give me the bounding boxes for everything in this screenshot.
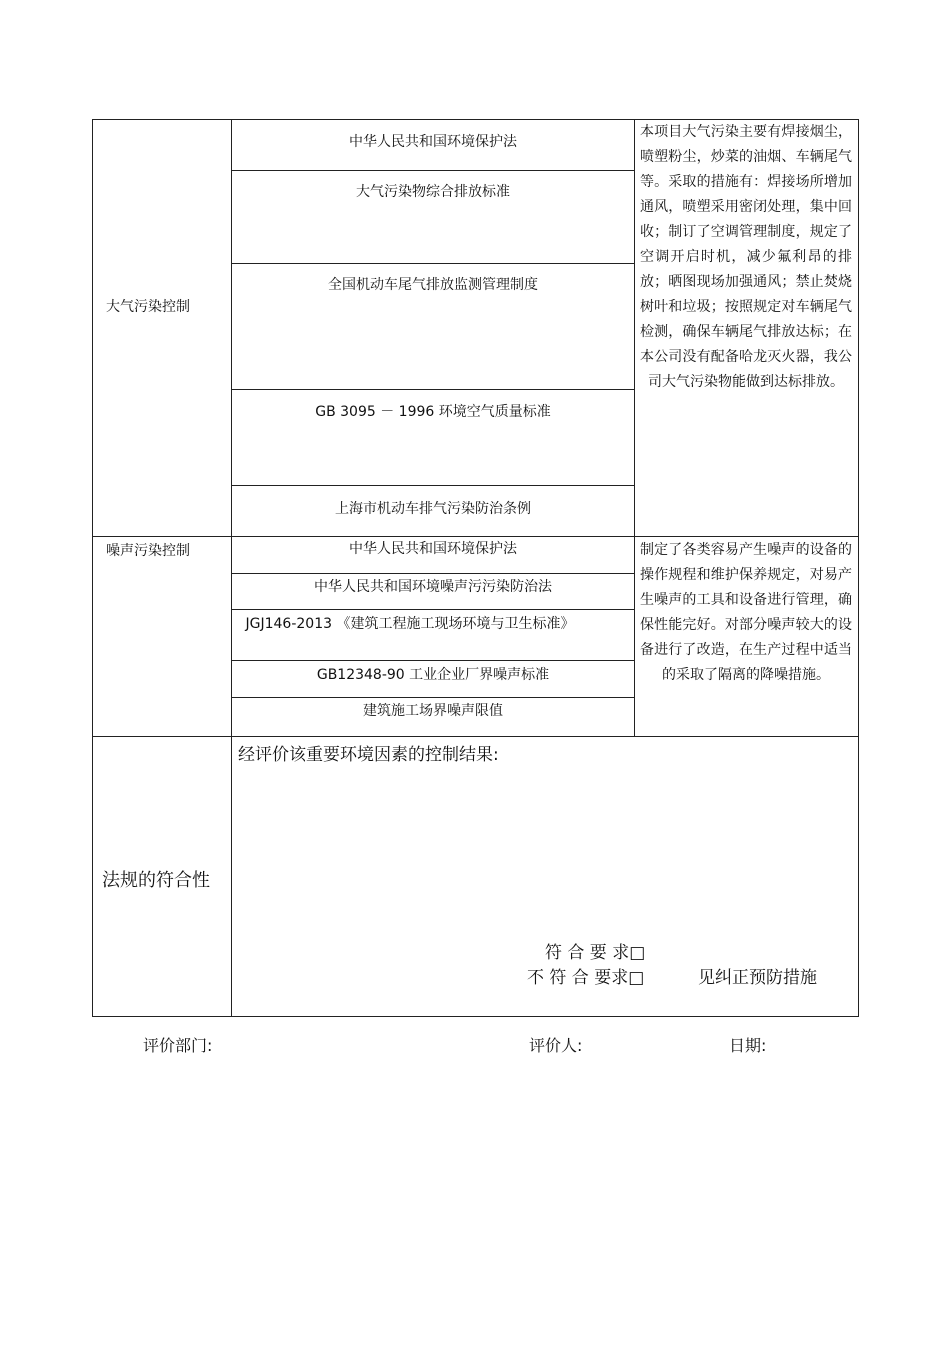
date-label: 日期:: [729, 1036, 767, 1055]
air-measures-text: 本项目大气污染主要有焊接烟尘，喷塑粉尘，炒菜的油烟、车辆尾气等。采取的措施有：焊接场所增加通风，喷塑采用密闭处理，集中回收；制订了空调管理制度，规定了空调开启时机，减少氟利昂的排放；晒图现场加强通风；禁止焚烧树叶和垃圾；按照规定对车辆尾气检测，确保车辆尾气排放达标；在本公司没有配备哈龙灭火器，我公司大气污染物能做到达标排放。: [640, 124, 852, 390]
col-divider-category: [231, 119, 232, 1017]
air-law-item: 大气污染物综合排放标准: [356, 184, 510, 200]
row-divider: [231, 573, 634, 574]
compliance-label: 法规的符合性: [102, 870, 210, 891]
comply-checkbox[interactable]: 符 合 要 求□: [545, 943, 646, 963]
see-corrective-action: 见纠正预防措施: [698, 968, 817, 988]
noise-law-item: GB12348-90 工业企业厂界噪声标准: [316, 667, 550, 683]
noise-law-item: JGJ146-2013 《建筑工程施工现场环境与卫生标准》: [245, 616, 575, 632]
col-divider-measures: [634, 119, 635, 736]
row-divider: [231, 609, 634, 610]
noise-law-item: 中华人民共和国环境噪声污污染防治法: [314, 579, 552, 595]
row-divider: [231, 170, 634, 171]
row-divider: [231, 389, 634, 390]
air-category-label: 大气污染控制: [106, 299, 190, 315]
row-divider: [231, 263, 634, 264]
section-divider-noise: [92, 536, 859, 537]
noise-category-label: 噪声污染控制: [106, 543, 190, 559]
air-law-item: 全国机动车尾气排放监测管理制度: [328, 277, 538, 293]
evaluator-label: 评价人:: [529, 1036, 583, 1055]
air-law-item: GB 3095 － 1996 环境空气质量标准: [315, 404, 551, 420]
row-divider: [231, 697, 634, 698]
result-title: 经评价该重要环境因素的控制结果:: [238, 745, 499, 765]
row-divider: [231, 485, 634, 486]
noise-law-item: 中华人民共和国环境保护法: [349, 541, 517, 557]
row-divider: [231, 660, 634, 661]
noise-measures-text: 制定了各类容易产生噪声的设备的操作规程和维护保养规定，对易产生噪声的工具和设备进行管理，确保性能完好。对部分噪声较大的设备进行了改造，在生产过程中适当的采取了隔离的降噪措施。: [640, 542, 852, 683]
air-law-item: 中华人民共和国环境保护法: [349, 134, 517, 150]
air-law-item: 上海市机动车排气污染防治条例: [335, 501, 531, 517]
evaluation-department-label: 评价部门:: [143, 1036, 213, 1055]
section-divider-compliance: [92, 736, 859, 737]
noise-law-item: 建筑施工场界噪声限值: [363, 703, 503, 719]
not-comply-checkbox[interactable]: 不 符 合 要求□: [527, 968, 645, 988]
